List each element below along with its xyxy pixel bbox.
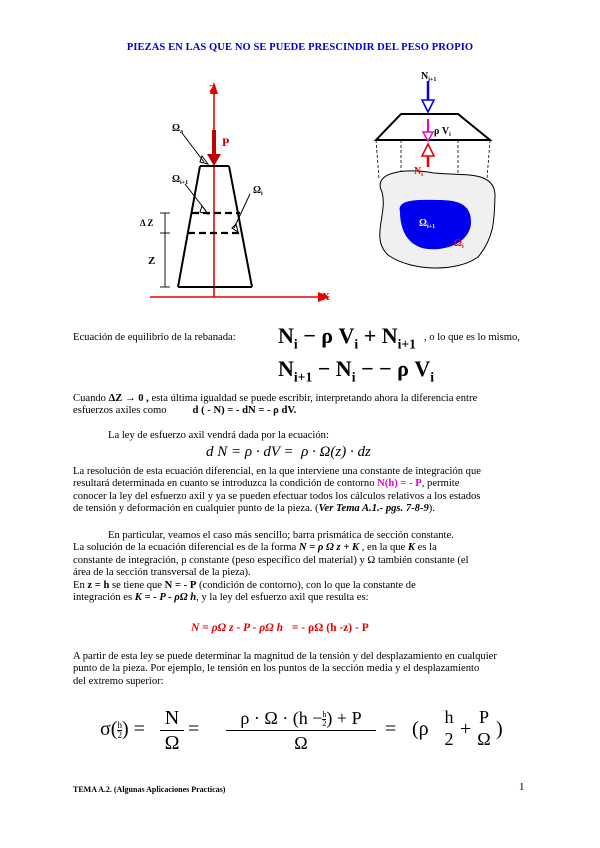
equals-2: =: [385, 718, 397, 740]
omega-inner-label: $\Omega_{i+1}$: [419, 218, 436, 230]
difference-formula: $N_{i+1} - N_i$ − − ρ $V_i$: [278, 356, 435, 385]
omega-i-section-label: $\Omega_i$: [454, 238, 464, 250]
eq1-label: Ecuación de equilibrio de la rebanada:: [73, 332, 236, 343]
z-dimension-label: Z: [148, 255, 156, 267]
equilibrium-formula: $N_i - \rho$ $V_i + N_{i+1}$: [278, 323, 416, 352]
eq1-suffix: , o lo que es lo mismo,: [424, 332, 520, 343]
paragraph-stress: A partir de esta ley se puede determinar la magnitud de la tensión y del desplazamiento en cualquier punto de la pieza. Por ejemplo, le tensión en los puntos de la sección media y el desplazamiento del extremo superior:: [73, 651, 497, 687]
fraction-weight: ρ · Ω · (h − $\frac{h}{2}$ ) + P Ω: [226, 706, 376, 755]
load-arrow-head: [207, 154, 221, 166]
leader-omega-i: [234, 194, 250, 228]
omega-a-label: $\Omega_a$: [172, 123, 184, 135]
bar-right-edge: [229, 166, 252, 287]
n-i-arrow-head: [422, 144, 434, 156]
axial-law-intro: La ley de esfuerzo axil vendrá dada por la ecuación:: [108, 430, 329, 441]
sigma-formula: [100, 702, 520, 762]
projection-line-4: [487, 140, 490, 179]
paren-open: (ρ: [412, 718, 429, 740]
slice-trapezoid: [376, 114, 490, 140]
leader-omega-a: [182, 133, 204, 162]
omega-i1-label: $\Omega_{i+1}$: [172, 174, 189, 186]
n-i-label: $N_i$: [414, 166, 423, 178]
sigma-lhs: σ( $\frac{h}{2}$ ) =: [100, 718, 145, 740]
omega-i-label: $\Omega_i$: [253, 185, 263, 197]
paragraph-prismatic: En particular, veamos el caso más sencillo; barra prismática de sección constante. La solución de la ecuación diferencial es de la forma N = ρ Ω z + K , en la que K es la constante de integración, ρ constante (peso específico del material) y Ω también constante (el área de la sección transversal de la pieza). En z = h se tiene que N = - P (condición de contorno), con lo que la constante de integración es K = - P - ρΩ h, y la ley del esfuerzo axil que resulta es:: [73, 530, 469, 604]
axial-law-result: N = ρΩ z - P - ρΩ h = - ρΩ (h -z) - P: [191, 622, 369, 634]
leader-omega-i-arrow: [232, 224, 238, 232]
fraction-h-2: h 2: [444, 707, 454, 749]
paragraph-limit: Cuando ΔZ → 0 , esta última igualdad se puede escribir, interpretando ahora la diferencia entre esfuerzos axiles como d ( - N) = - dN = - ρ dV.: [73, 393, 478, 417]
n-i1-arrow-head: [422, 100, 434, 112]
projection-line-1: [376, 140, 379, 179]
load-label: P: [222, 135, 230, 149]
n-i1-label: $N_{i+1}$: [421, 71, 437, 83]
equals-1: =: [188, 718, 200, 740]
paragraph-resolution: La resolución de esta ecuación diferencial, en la que interviene una constante de integración que resultará determinada en cuanto se introduzca la condición de contorno N(h) = - P, permite conocer la ley del esfuerzo axil y ya se pueden efectuar todos los cálculos relativos a los estados de tensión y deformación en cualquier punto de la pieza. (Ver Tema A.1.- pgs. 7-8-9).: [73, 466, 481, 515]
fraction-n-omega: N Ω: [160, 706, 184, 755]
plus-sign: +: [460, 718, 472, 740]
differential-formula: d N = ρ · dV = ρ · Ω(z) · dz: [206, 444, 371, 460]
delta-z-label: Δ Z: [140, 218, 154, 228]
page-title: PIEZAS EN LAS QUE NO SE PUEDE PRESCINDIR DEL PESO PROPIO: [126, 42, 474, 53]
leader-omega-i1-arrow: [200, 206, 208, 214]
fraction-p-omega: P Ω: [477, 707, 491, 749]
tapered-bar-figure: [130, 78, 340, 308]
z-axis-label: Z: [209, 83, 217, 95]
page-number: 1: [519, 781, 525, 793]
slice-figure: [368, 64, 498, 274]
paren-close: ): [496, 718, 503, 740]
footer-text: TEMA A.2. (Algunas Aplicaciones Practicas): [73, 785, 226, 794]
x-axis-label: X: [322, 291, 330, 303]
weight-label: ρ $V_i$: [434, 126, 451, 138]
leader-omega-a-arrow: [200, 156, 208, 164]
